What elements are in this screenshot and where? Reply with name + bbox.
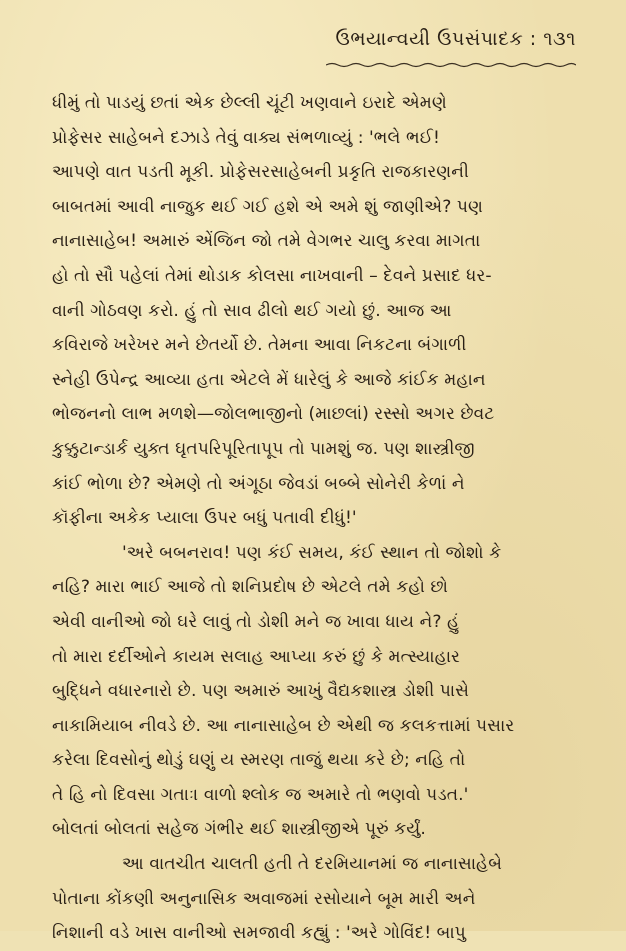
text-line: સ્નેહી ઉપેન્દ્ર આવ્યા હતા એટલે મેં ધારેલું કે આજે કાંઈક મહાન: [52, 369, 486, 390]
text-line: આપણે વાત પડતી મૂકી. પ્રોફેસરસાહેબની પ્રકૃતિ રાજકારણની: [52, 162, 469, 183]
text-line: નાકામિયાબ નીવડે છે. આ નાનાસાહેબ છે એથી જ કલકત્તામાં પસાર: [52, 715, 515, 736]
text-line: બોલતાં બોલતાં સહેજ ગંભીર થઈ શાસ્ત્રીજીએ પૂરું કર્યું.: [52, 819, 426, 840]
text-line: ભોજનનો લાભ મળશે—જોલભાજીનો (માછલાં) રસ્સો અગર છેવટ: [52, 404, 495, 425]
text-line: નિશાની વડે ખાસ વાનીઓ સમજાવી કહ્યું : 'અરે ગોવિંદ! બાપુ: [52, 923, 466, 944]
running-head: ઉભયાન્વયી ઉપસંપાદક : ૧૩૧: [335, 28, 576, 50]
text-line: તે હિ નો દિવસા ગતાઃ। વાળો શ્લોક જ અમારે તો ભણવો પડત.': [52, 784, 469, 805]
text-line: કાંઈ ભોળા છે? એમણે તો અંગૂઠા જેવડાં બબ્બે સોનેરી કેળાં ને: [52, 473, 465, 494]
running-head-rule: [326, 62, 576, 68]
body-text: [52, 86, 587, 951]
paragraph-start-line: 'અરે બબનરાવ! પણ કંઈ સમય, કંઈ સ્થાન તો જોશો કે: [122, 542, 502, 563]
text-line: બાબતમાં આવી નાજુક થઈ ગઈ હશે એ અમે શું જાણીએ? પણ: [52, 196, 484, 217]
text-line: તો મારા દર્દીઓને કાયમ સલાહ આપ્યા કરું છું કે મત્સ્યાહાર: [52, 646, 460, 667]
text-line: હો તો સૌ પહેલાં તેમાં થોડાક કોલસા નાખવાની – દેવને પ્રસાદ ધર-: [52, 265, 492, 286]
text-line: કરેલા દિવસોનું થોડું ઘણું ય સ્મરણ તાજું થયા કરે છે; નહિ તો: [52, 750, 466, 771]
text-line: કવિરાજે ખરેખર મને છેતર્યો છે. તેમના આવા નિકટના બંગાળી: [52, 335, 467, 356]
text-line: કુક્કુટાન્ડાર્ક યુક્ત ઘૃતપરિપૂરિતાપૂપ તો પામશું જ. પણ શાસ્ત્રીજી: [52, 438, 475, 459]
text-line: પ્રોફેસર સાહેબને દઝાડે તેવું વાક્ય સંભળાવ્યું : 'ભલે ભઈ!: [52, 127, 440, 148]
text-line: કૉફીના અકેક પ્યાલા ઉપર બધું પતાવી દીધું!': [52, 508, 357, 529]
paragraph-start-line: આ વાતચીત ચાલતી હતી તે દરમિયાનમાં જ નાનાસાહેબે: [122, 854, 503, 875]
text-line: પોતાના કોંકણી અનુનાસિક અવાજમાં રસોયાને બૂમ મારી અને: [52, 888, 476, 909]
text-line: બુદ્ધિને વધારનારો છે. પણ અમારું આખું વૈદ્યકશાસ્ત્ર ડોશી પાસે: [52, 681, 470, 702]
text-line: નાનાસાહેબ! અમારું એંજિન જો તમે વેગભર ચાલુ કરવા માગતા: [52, 231, 481, 252]
text-line: એવી વાનીઓ જો ઘરે લાવું તો ડોશી મને જ ખાવા ધાય ને? હું: [52, 611, 460, 632]
text-line: નહિ? મારા ભાઈ આજે તો શનિપ્રદોષ છે એટલે તમે કહો છો: [52, 577, 448, 598]
text-line: વાની ગોઠવણ કરો. હું તો સાવ ઢીલો થઈ ગયો છું. આજ આ: [52, 300, 452, 321]
text-line: ધીમું તો પાડયું છતાં એક છેલ્લી ચૂંટી ખણવાને ઇરાદે એમણે: [52, 93, 447, 113]
